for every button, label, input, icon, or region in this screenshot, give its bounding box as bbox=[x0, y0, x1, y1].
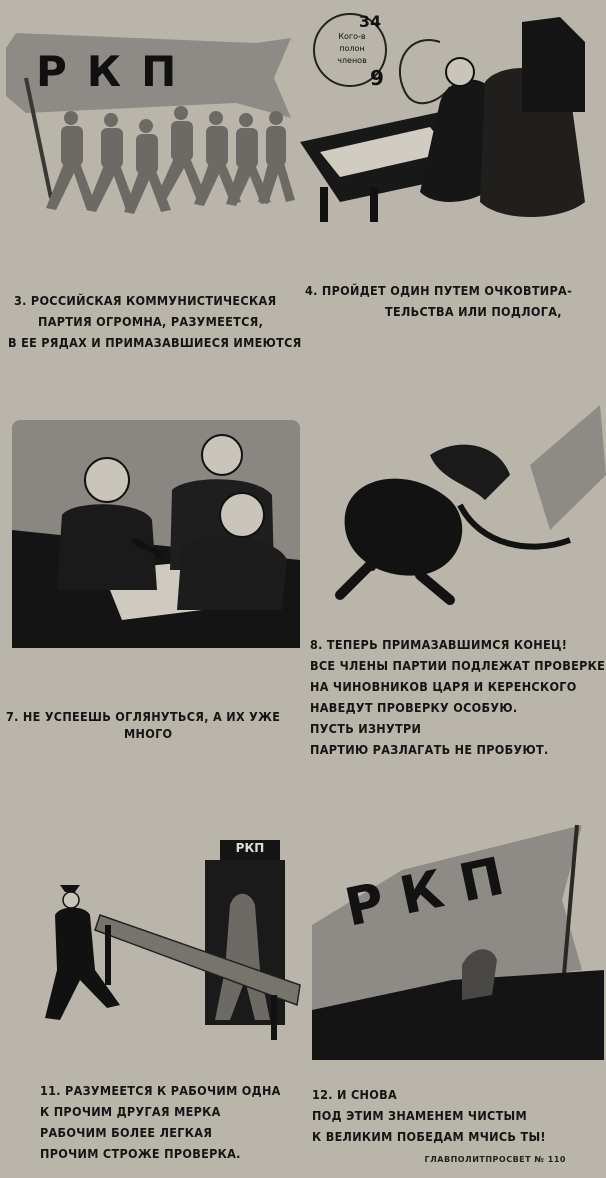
stamp-line3: членов bbox=[337, 56, 367, 65]
caption-12: 12. И СНОВА ПОД ЭТИМ ЗНАМЕНЕМ ЧИСТЫМ К ВЕЛИКИМ ПОБЕДАМ МЧИСЬ ТЫ! bbox=[312, 1087, 546, 1144]
three-men-illustration bbox=[12, 420, 300, 648]
panel-9-measure bbox=[25, 820, 305, 1040]
caption-7: 7. НЕ УСПЕЕШЬ ОГЛЯНУТЬСЯ, А ИХ УЖЕ МНОГО bbox=[6, 709, 281, 741]
march-illustration bbox=[6, 8, 296, 226]
stamp-line2: полон bbox=[339, 44, 365, 53]
panel-6-falling bbox=[310, 405, 606, 605]
panel-1-march bbox=[6, 8, 296, 226]
stamp-number: 34 bbox=[358, 12, 382, 31]
panel-5-three-men bbox=[12, 420, 300, 648]
caption-11: 11. РАЗУМЕЕТСЯ К РАБОЧИМ ОДНА К ПРОЧИМ ДРУГАЯ МЕРКА РАБОЧИМ БОЛЕЕ ЛЕГКАЯ ПРОЧИМ СТРОЖЕ ПРОВЕРКА. bbox=[40, 1083, 281, 1161]
caption-8: 8. ТЕПЕРЬ ПРИМАЗАВШИМСЯ КОНЕЦ! ВСЕ ЧЛЕНЫ ПАРТИИ ПОДЛЕЖАТ ПРОВЕРКЕ НА ЧИНОВНИКОВ ЦАРЯ И КЕРЕНСКОГО НАВЕДУТ ПРОВЕРКУ ОСОБУЮ. ПУСТЬ ИЗНУТРИ ПАРТИЮ РАЗЛАГАТЬ НЕ ПРОБУЮТ. bbox=[310, 637, 606, 757]
caption-3: 3. РОССИЙСКАЯ КОММУНИСТИЧЕСКАЯ ПАРТИЯ ОГРОМНА, РАЗУМЕЕТСЯ, В ЕЕ РЯДАХ И ПРИМАЗАВШИЕСЯ ИМЕЮТСЯ bbox=[8, 293, 302, 350]
sign-panel9-text: РКП bbox=[235, 841, 265, 855]
bottom-banner-text: РКП bbox=[340, 842, 527, 939]
stamp-digit: 9 bbox=[370, 66, 384, 90]
publisher-mark: ГЛАВПОЛИТПРОСВЕТ № 110 bbox=[424, 1155, 566, 1164]
top-banner-text: РКП bbox=[36, 47, 197, 96]
stamp-line1: Кого-в bbox=[338, 32, 366, 41]
caption-4: 4. ПРОЙДЕТ ОДИН ПУТЕМ ОЧКОВТИРА- ТЕЛЬСТВА ИЛИ ПОДЛОГА, bbox=[305, 283, 573, 319]
panel-10-banner bbox=[312, 820, 604, 1060]
falling-illustration bbox=[310, 405, 606, 605]
panel-2-desk bbox=[300, 2, 600, 228]
